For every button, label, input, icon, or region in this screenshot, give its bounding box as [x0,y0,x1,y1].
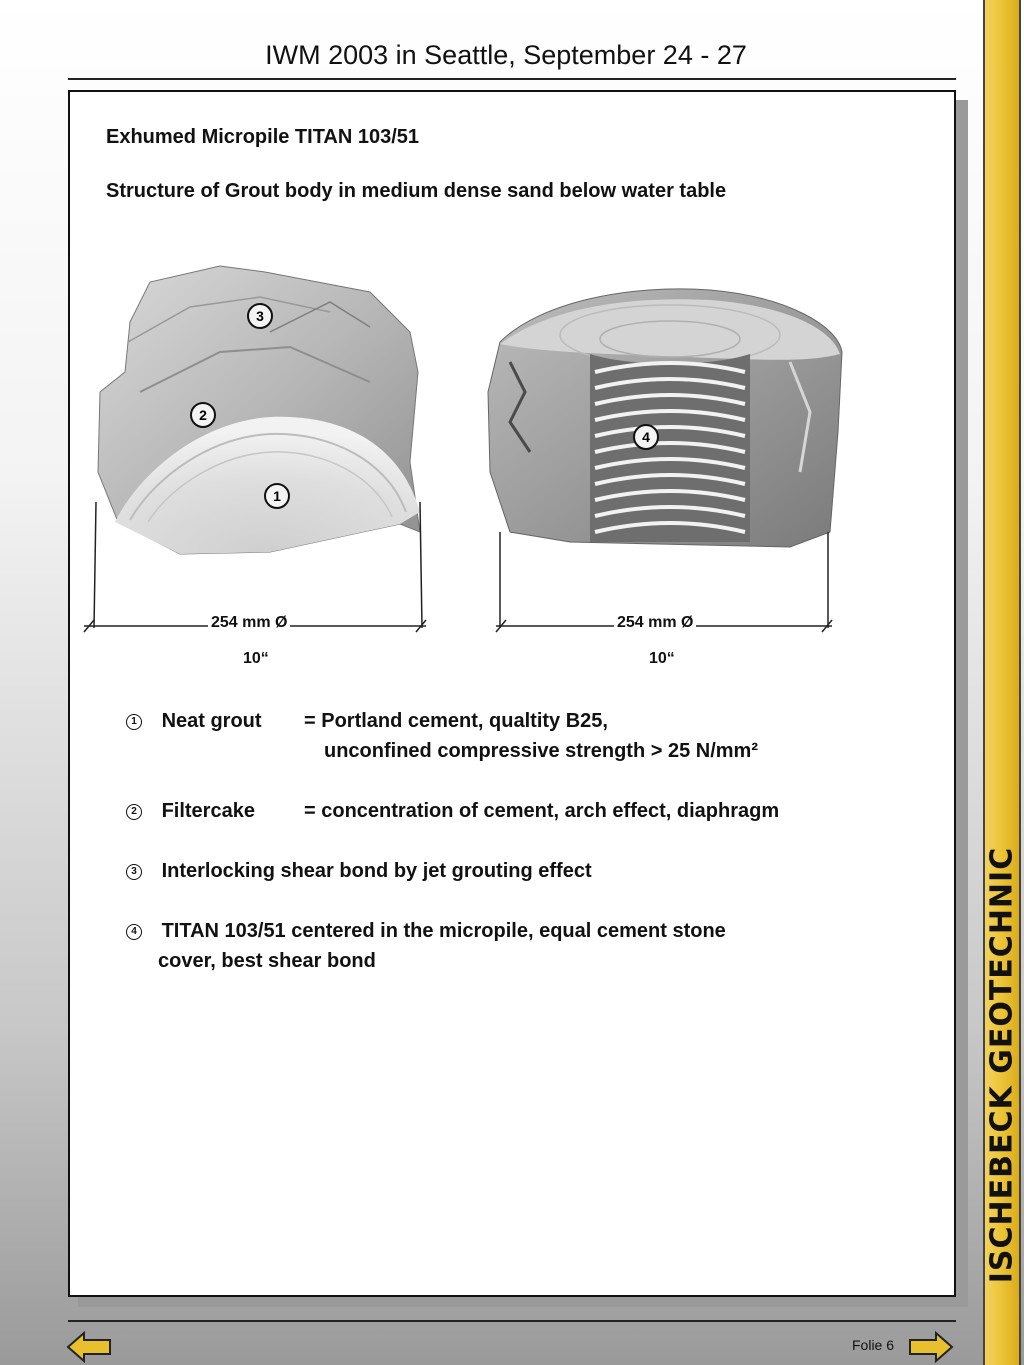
page-number: Folie 6 [852,1337,895,1353]
svg-text:4: 4 [642,429,650,445]
arrow-right-icon [910,1333,952,1361]
legend-number: 4 [126,924,142,940]
svg-text:1: 1 [273,488,281,504]
legend-item-4 [126,920,726,943]
marker-4 [634,425,658,449]
marker-2 [191,403,215,427]
inch-label-left: 10“ [243,650,269,667]
slide-panel [68,90,956,1297]
legend-term: Neat grout [161,710,262,732]
header-title: IWM 2003 in Seattle, September 24 - 27 [265,40,747,70]
marker-1 [265,484,289,508]
diameter-label-right: 254 mm Ø [614,614,696,632]
legend-term: Interlocking shear bond by jet grouting effect [161,860,592,882]
legend-number: 2 [126,804,142,820]
legend-desc: cover, best shear bond [158,950,376,972]
slide-subtitle: Structure of Grout body in medium dense sand below water table [106,180,727,202]
grout-sample-right [488,289,842,547]
brand-logo-text: ISCHEBECK GEOTECHNIC [984,846,1020,1284]
diameter-label-left: 254 mm Ø [208,614,290,632]
slide-title: Exhumed Micropile TITAN 103/51 [106,126,420,148]
legend-item-2 [126,800,255,823]
legend-item-3 [126,860,592,883]
arrow-left-icon [68,1333,110,1361]
legend-term: Filtercake [161,800,255,822]
footer-rule [68,1320,956,1322]
legend-desc: = Portland cement, qualtity B25, [304,710,608,732]
legend-term: TITAN 103/51 centered in the micropile, equal cement stone [161,920,726,942]
next-slide-button[interactable] [908,1331,954,1363]
header-rule [68,78,956,80]
marker-3 [248,304,272,328]
legend-desc: = concentration of cement, arch effect, diaphragm [304,800,780,822]
svg-text:2: 2 [199,407,207,423]
legend-item-1 [126,710,262,733]
micropile-photos [70,92,954,712]
prev-slide-button[interactable] [66,1331,112,1363]
legend-number: 3 [126,864,142,880]
legend-desc: unconfined compressive strength > 25 N/mm² [324,740,758,762]
svg-text:3: 3 [256,308,264,324]
inch-label-right: 10“ [649,650,675,667]
legend-number: 1 [126,714,142,730]
